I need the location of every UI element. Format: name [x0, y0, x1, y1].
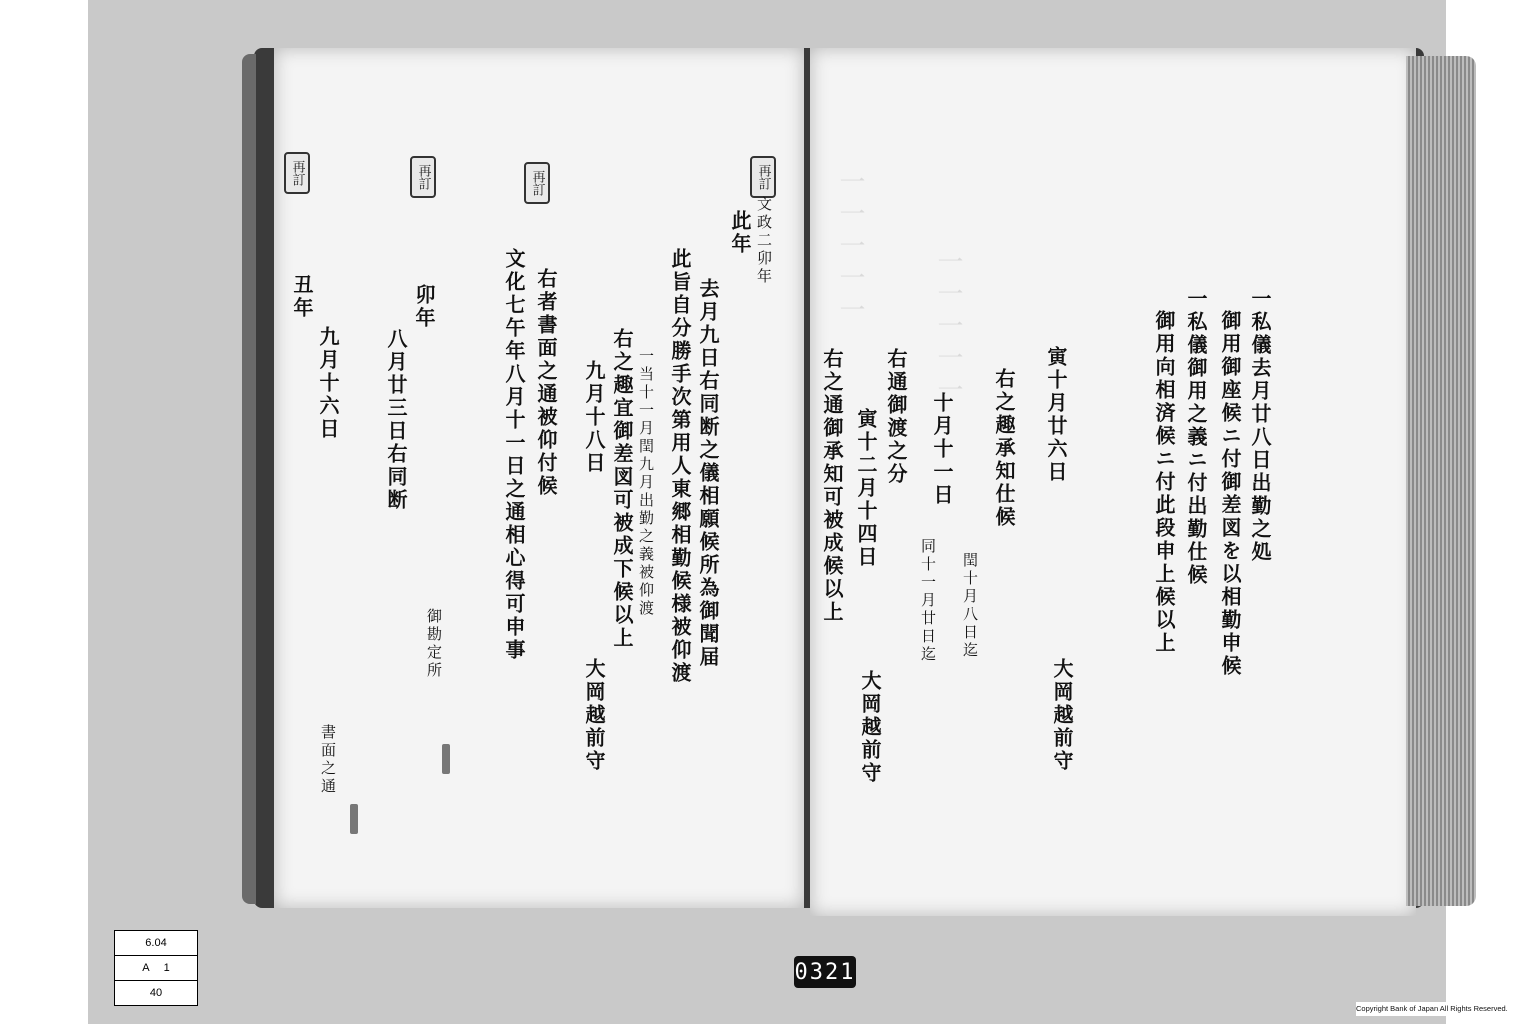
seal-mark: [442, 744, 450, 774]
revision-stamp: 再訂: [410, 156, 436, 198]
book-spine-left: [242, 54, 256, 904]
frame-counter: 0321: [794, 956, 856, 988]
text-column: 一私儀御用之義ニ付出勤仕候: [1184, 288, 1208, 587]
signatory-name: 大岡越前守: [1050, 658, 1074, 773]
text-column: 八月廿三日右同断: [384, 328, 408, 512]
text-column: 去月九日右同断之儀相願候所為御聞届: [696, 278, 720, 669]
archive-label-card: [114, 930, 198, 1006]
book-fore-edge: [1406, 56, 1476, 906]
open-ledger-book: [254, 48, 1424, 908]
label-value: 40: [149, 987, 163, 999]
text-column: 寅十二月十四日: [854, 408, 878, 569]
text-column: 同十一月廿日迄: [919, 538, 937, 664]
label-value: 6.04: [145, 937, 167, 949]
text-column: 書面之通: [319, 724, 337, 796]
text-column: 寅十月廿六日: [1044, 346, 1068, 484]
text-column: 十月十一日: [930, 392, 954, 507]
text-column: 文化七午年八月十一日之通相心得可申事: [502, 248, 526, 662]
label-row: [115, 931, 197, 956]
text-column: 右之趣承知仕候: [992, 368, 1016, 529]
label-value: 1: [163, 962, 170, 974]
seal-mark: [350, 804, 358, 834]
revision-stamp: 再訂: [284, 152, 310, 194]
text-column: 一当十一月閏九月出勤之義被仰渡: [637, 348, 655, 618]
signatory-name: 大岡越前守: [582, 658, 606, 773]
text-column: 右通御渡之分: [884, 348, 908, 486]
text-column: 此旨自分勝手次第用人東郷相勤候様被仰渡: [668, 248, 692, 685]
revision-stamp: 再訂: [524, 162, 550, 204]
text-column: 右者書面之通被仰付候: [534, 268, 558, 498]
label-row: [115, 981, 197, 1005]
text-column: 御用向相済候ニ付此段申上候以上: [1152, 310, 1176, 655]
revision-stamp: 再訂: [750, 156, 776, 198]
text-column: 右之通御承知可被成候以上: [820, 348, 844, 624]
text-column: 御用御座候ニ付御差図を以相勤申候: [1218, 310, 1242, 678]
text-column: 九月十八日: [582, 360, 606, 475]
copyright-notice: Copyright Bank of Japan All Rights Reserved.: [1356, 1002, 1522, 1016]
text-column: 九月十六日: [316, 326, 340, 441]
text-column: 閏十月八日迄: [961, 552, 979, 660]
label-value: A: [142, 962, 150, 974]
left-page: [274, 48, 804, 908]
bleed-through-text: 一一一一一: [933, 248, 963, 408]
text-column: 一私儀去月廿八日出勤之処: [1248, 288, 1272, 564]
text-column: 右之趣宜御差図可被成下候以上: [610, 328, 634, 650]
text-column: 文政二卯年: [755, 196, 773, 286]
signatory-name: 大岡越前守: [858, 670, 882, 785]
text-column: 御勘定所: [425, 608, 443, 680]
text-column: 此年: [728, 210, 752, 256]
bleed-through-text: 一一一一一: [835, 168, 865, 328]
right-page: [810, 48, 1416, 916]
text-column: 丑年: [290, 274, 314, 320]
label-row: [115, 956, 197, 981]
text-column: 卯年: [412, 284, 436, 330]
